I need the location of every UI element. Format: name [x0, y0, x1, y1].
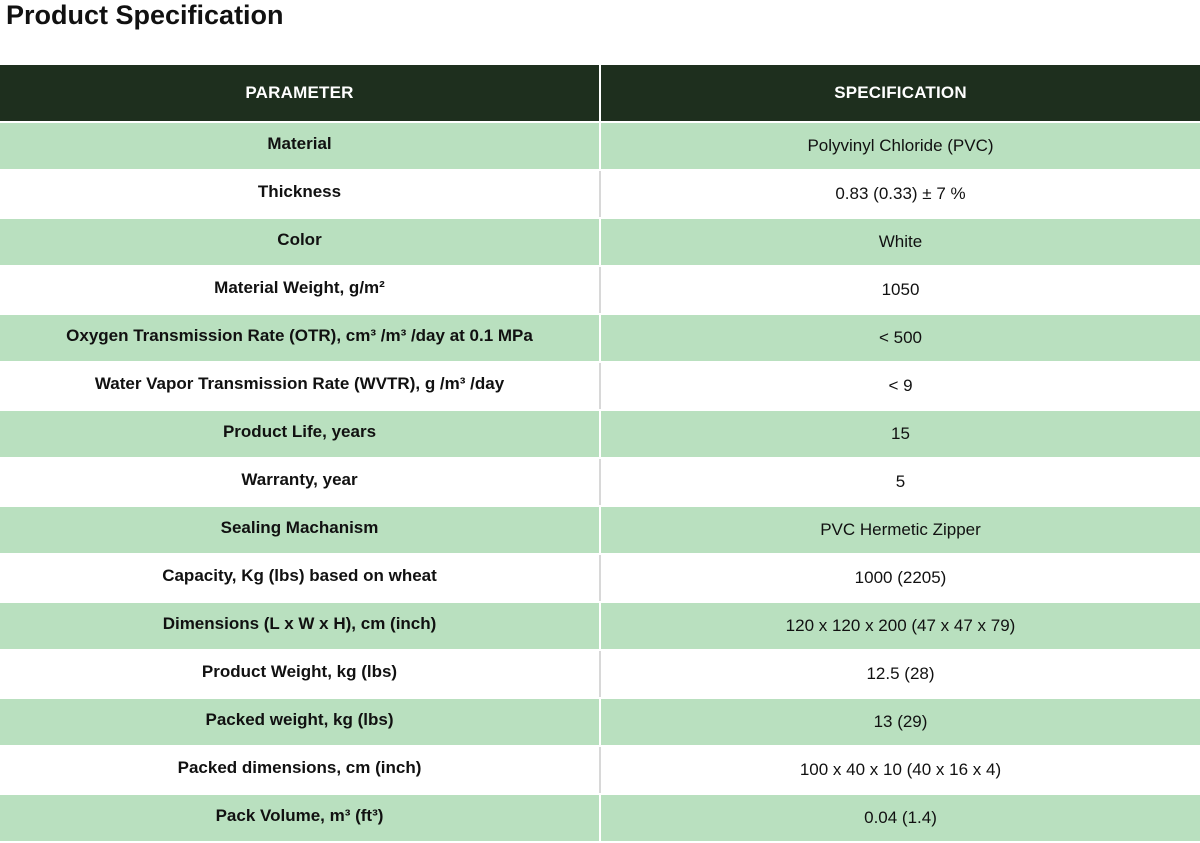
parameter-label: Pack Volume, m³ (ft³): [215, 806, 384, 825]
table-row: [0, 650, 1200, 698]
parameter-cell: [0, 746, 600, 794]
parameter-label: Thickness: [257, 182, 342, 201]
spec-table: [0, 65, 1200, 843]
parameter-cell: [0, 410, 600, 458]
table-header: [0, 65, 1200, 122]
parameter-cell: [0, 554, 600, 602]
table-row: [0, 458, 1200, 506]
table-row: [0, 314, 1200, 362]
page-title: Product Specification: [6, 0, 284, 30]
table-body: [0, 122, 1200, 842]
parameter-label: Sealing Machanism: [220, 518, 379, 537]
specification-cell: 13 (29): [600, 698, 1200, 746]
parameter-cell: [0, 362, 600, 410]
parameter-cell: [0, 650, 600, 698]
table-row: [0, 506, 1200, 554]
parameter-label: Capacity, Kg (lbs) based on wheat: [162, 566, 437, 585]
parameter-cell: [0, 698, 600, 746]
parameter-label: Product Life, years: [222, 422, 377, 441]
specification-cell: 120 x 120 x 200 (47 x 47 x 79): [600, 602, 1200, 650]
table-row: [0, 218, 1200, 266]
table-row: [0, 410, 1200, 458]
parameter-label: Packed dimensions, cm (inch): [177, 758, 422, 777]
parameter-cell: [0, 170, 600, 218]
parameter-label: Dimensions (L x W x H), cm (inch): [162, 614, 437, 633]
parameter-cell: [0, 314, 600, 362]
parameter-cell: [0, 794, 600, 842]
parameter-label: Color: [277, 230, 322, 249]
parameter-label: Material Weight, g/m²: [214, 278, 385, 297]
specification-cell: 1050: [600, 266, 1200, 314]
parameter-label: Material: [267, 134, 332, 153]
header-row: [0, 65, 1200, 122]
table-row: [0, 266, 1200, 314]
specification-cell: 100 x 40 x 10 (40 x 16 x 4): [600, 746, 1200, 794]
specification-cell: 5: [600, 458, 1200, 506]
parameter-label: Packed weight, kg (lbs): [205, 710, 394, 729]
table-row: [0, 170, 1200, 218]
specification-cell: Polyvinyl Chloride (PVC): [600, 122, 1200, 170]
specification-cell: 15: [600, 410, 1200, 458]
parameter-label: Product Weight, kg (lbs): [201, 662, 398, 681]
parameter-cell: [0, 506, 600, 554]
table-row: [0, 746, 1200, 794]
column-header-specification: SPECIFICATION: [600, 65, 1200, 122]
parameter-cell: [0, 218, 600, 266]
table-row: [0, 602, 1200, 650]
table-row: [0, 362, 1200, 410]
specification-cell: 0.04 (1.4): [600, 794, 1200, 842]
specification-cell: < 500: [600, 314, 1200, 362]
specification-cell: 12.5 (28): [600, 650, 1200, 698]
parameter-cell: [0, 266, 600, 314]
table-row: [0, 794, 1200, 842]
parameter-label: Warranty, year: [241, 470, 358, 489]
table-row: [0, 554, 1200, 602]
column-header-parameter: PARAMETER: [0, 65, 600, 122]
parameter-cell: [0, 458, 600, 506]
table-row: [0, 698, 1200, 746]
specification-cell: < 9: [600, 362, 1200, 410]
specification-cell: PVC Hermetic Zipper: [600, 506, 1200, 554]
parameter-label: Oxygen Transmission Rate (OTR), cm³ /m³ /day at 0.1 MPa: [66, 326, 533, 345]
specification-cell: 1000 (2205): [600, 554, 1200, 602]
table-row: [0, 122, 1200, 170]
specification-cell: 0.83 (0.33) ± 7 %: [600, 170, 1200, 218]
parameter-cell: [0, 122, 600, 170]
parameter-label: Water Vapor Transmission Rate (WVTR), g /m³ /day: [94, 374, 505, 393]
parameter-cell: [0, 602, 600, 650]
specification-cell: White: [600, 218, 1200, 266]
